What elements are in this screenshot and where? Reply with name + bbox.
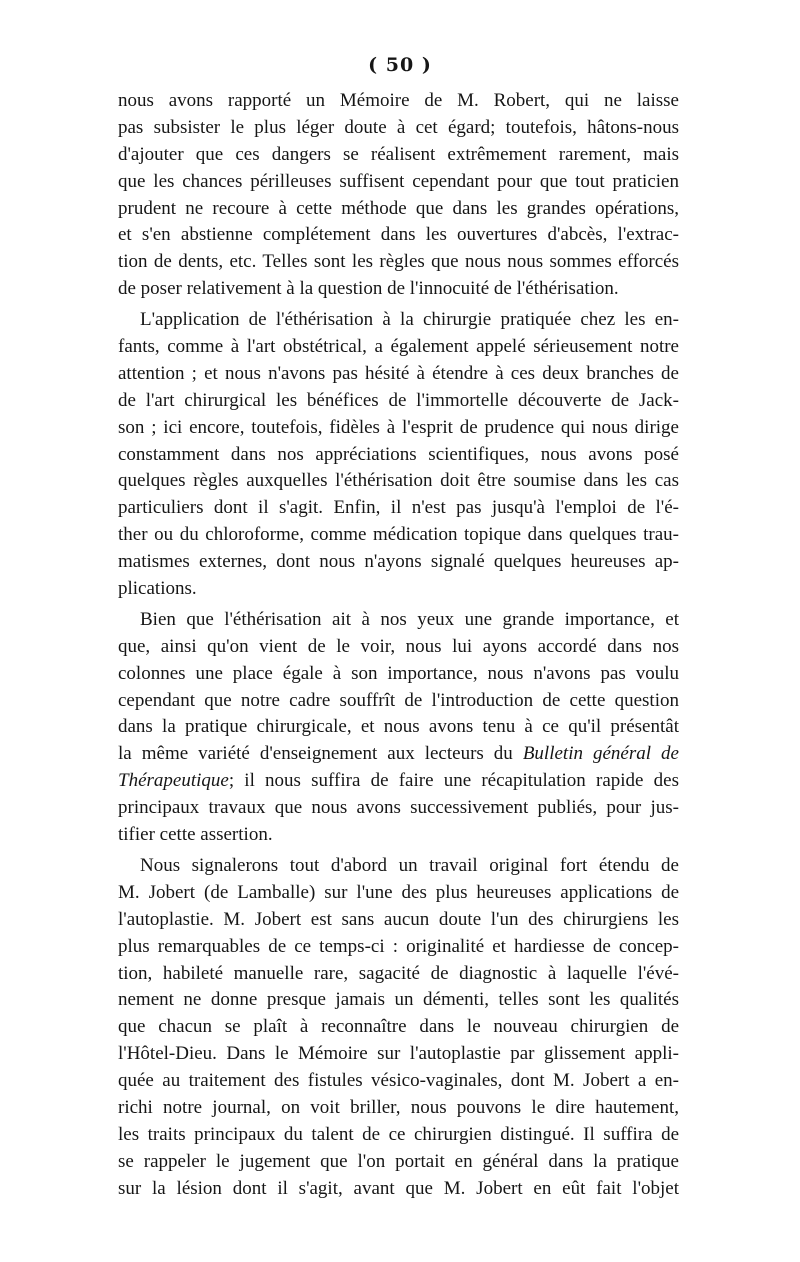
journal-title: Bulletin général de [522, 743, 679, 765]
text-line: tifier cette assertion. [118, 824, 273, 846]
text-line: de poser relativement à la question de l'innocuité de l'éthérisation. [118, 278, 619, 300]
text-line: particuliers dont il s'agit. Enfin, il n'est pas jusqu'à l'emploi de l'é- [118, 497, 679, 519]
paragraph [118, 607, 679, 849]
text-line: que chacun se plaît à reconnaître dans le nouveau chirurgien de [118, 1016, 679, 1038]
text-line: attention ; et nous n'avons pas hésité à étendre à ces deux branches de [118, 362, 679, 384]
text-line: que, ainsi qu'on vient de le voir, nous lui ayons accordé dans nos [118, 635, 679, 657]
text-line: L'application de l'éthérisation à la chirurgie pratiquée chez les en- [140, 309, 679, 331]
paragraph [118, 88, 679, 303]
paragraph [118, 853, 679, 1203]
text-line: cependant que notre cadre souffrît de l'introduction de cette question [118, 689, 679, 711]
text-line: colonnes une place égale à son importance, nous n'avons pas voulu [118, 662, 679, 684]
text-line: Nous signalerons tout d'abord un travail original fort étendu de [140, 854, 679, 876]
page-number: ( 50 ) [368, 54, 432, 76]
text-line: quelques règles auxquelles l'éthérisation doit être soumise dans les cas [118, 470, 679, 492]
journal-title: Thérapeutique [118, 770, 229, 792]
body-text [118, 88, 679, 1203]
text-line: dans la pratique chirurgicale, et nous avons tenu à ce qu'il présentât [118, 716, 679, 738]
text-line [118, 741, 679, 768]
text-line: fants, comme à l'art obstétrical, a également appelé sérieusement notre [118, 336, 679, 358]
text-line: richi notre journal, on voit briller, nous pouvons le dire hautement, [118, 1096, 679, 1118]
text-line: quée au traitement des fistules vésico-vaginales, dont M. Jobert a en- [118, 1070, 679, 1092]
text-line: l'Hôtel-Dieu. Dans le Mémoire sur l'autoplastie par glissement appli- [118, 1043, 679, 1065]
text-line: tion, habileté manuelle rare, sagacité de diagnostic à laquelle l'évé- [118, 962, 679, 984]
text-line: ther ou du chloroforme, comme médication topique dans quelques trau- [118, 524, 679, 546]
text-line: Bien que l'éthérisation ait à nos yeux une grande importance, et [140, 608, 679, 630]
text-line: l'autoplastie. M. Jobert est sans aucun doute l'un des chirurgiens les [118, 908, 679, 930]
text-fragment: ; il nous suffira de faire une récapitulation rapide des [228, 770, 679, 792]
text-line: tion de dents, etc. Telles sont les règles que nous nous sommes efforcés [118, 251, 679, 273]
text-line: sur la lésion dont il s'agit, avant que M. Jobert en eût fait l'objet [118, 1177, 679, 1199]
text-line: prudent ne recoure à cette méthode que dans les grandes opérations, [118, 197, 679, 219]
text-line: et s'en abstienne complétement dans les ouvertures d'abcès, l'extrac- [118, 224, 679, 246]
text-line: principaux travaux que nous avons successivement publiés, pour jus- [118, 797, 679, 819]
text-fragment: la même variété d'enseignement aux lecteurs du [118, 743, 513, 765]
text-line: que les chances périlleuses suffisent cependant pour que tout praticien [118, 170, 679, 192]
text-line: son ; ici encore, toutefois, fidèles à l'esprit de prudence qui nous dirige [118, 416, 679, 438]
text-line: d'ajouter que ces dangers se réalisent extrêmement rarement, mais [118, 143, 679, 165]
text-line [118, 768, 679, 795]
text-line: constamment dans nos appréciations scientifiques, nous avons posé [118, 443, 679, 465]
text-line: nement ne donne presque jamais un démenti, telles sont les qualités [118, 989, 679, 1011]
text-line: se rappeler le jugement que l'on portait en général dans la pratique [118, 1150, 679, 1172]
text-line: nous avons rapporté un Mémoire de M. Robert, qui ne laisse [118, 90, 679, 111]
text-line: matismes externes, dont nous n'ayons signalé quelques heureuses ap- [118, 551, 679, 573]
text-line: de l'art chirurgical les bénéfices de l'immortelle découverte de Jack- [118, 389, 679, 411]
text-line: plus remarquables de ce temps-ci : originalité et hardiesse de concep- [118, 935, 679, 957]
text-line: les traits principaux du talent de ce chirurgien distingué. Il suffira de [118, 1123, 679, 1145]
text-line: pas subsister le plus léger doute à cet égard; toutefois, hâtons-nous [118, 116, 679, 138]
text-line: M. Jobert (de Lamballe) sur l'une des plus heureuses applications de [118, 881, 679, 903]
paragraph [118, 307, 679, 603]
text-line: plications. [118, 578, 197, 600]
